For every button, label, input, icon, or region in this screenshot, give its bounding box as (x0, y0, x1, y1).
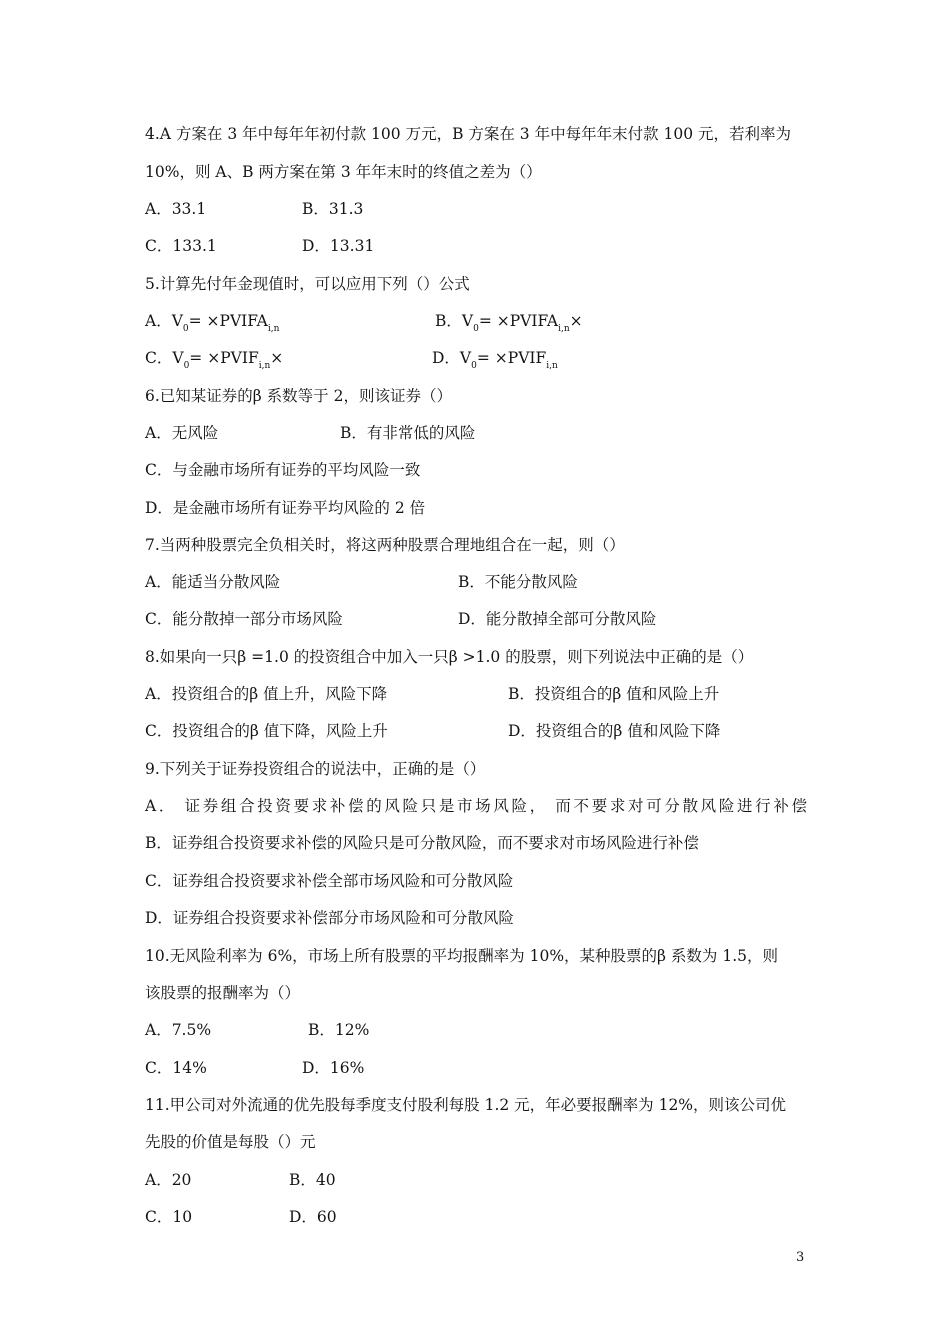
q11-option-b: B．40 (289, 1171, 336, 1189)
q6-option-c: C．与金融市场所有证券的平均风险一致 (145, 461, 421, 479)
q7-option-a: A．能适当分散风险 (145, 573, 281, 591)
q9-option-d: D．证券组合投资要求补偿部分市场风险和可分散风险 (145, 909, 514, 927)
q6-option-a: A．无风险 (145, 424, 219, 442)
q9-option-b: B．证券组合投资要求补偿的风险只是可分散风险，而不要求对市场风险进行补偿 (145, 834, 699, 852)
q4-option-b: B．31.3 (302, 200, 364, 218)
q10-option-d: D．16% (302, 1059, 365, 1077)
q6-stem: 6.已知某证券的β 系数等于 2，则该证券（） (145, 387, 452, 405)
q8-option-c: C．投资组合的β 值下降，风险上升 (145, 722, 388, 740)
q10-option-b: B．12% (308, 1021, 370, 1039)
q11-stem-line2: 先股的价值是每股（）元 (145, 1133, 316, 1151)
q11-stem-line1: 11.甲公司对外流通的优先股每季度支付股利每股 1.2 元，年必要报酬率为 12%，则该公司优 (145, 1096, 787, 1114)
q7-stem: 7.当两种股票完全负相关时，将这两种股票合理地组合在一起，则（） (145, 536, 625, 554)
q5-option-d: D．$V_0=$ $\times PVIF_{i,n}$ (432, 349, 558, 371)
q9-option-a: A． 证券组合投资要求补偿的风险只是市场风险， 而不要求对可分散风险进行补偿 (145, 797, 807, 815)
q4-stem-line2: 10%，则 A、B 两方案在第 3 年年末时的终值之差为（） (145, 163, 542, 181)
q11-option-a: A．20 (145, 1171, 192, 1189)
q8-option-a: A．投资组合的β 值上升，风险下降 (145, 685, 388, 703)
q5-option-b: B．$V_0=$ $\times PVIFA_{i,n}\times$ (435, 312, 583, 334)
q5-option-c: C．$V_0=$ $\times PVIF_{i,n}\times$ (145, 349, 284, 371)
q4-option-d: D．13.31 (302, 237, 375, 255)
q9-stem: 9.下列关于证券投资组合的说法中，正确的是（） (145, 760, 486, 778)
q5-stem: 5.计算先付年金现值时，可以应用下列（）公式 (145, 275, 470, 293)
q8-option-d: D．投资组合的β 值和风险下降 (508, 722, 721, 740)
q8-option-b: B．投资组合的β 值和风险上升 (508, 685, 720, 703)
q5-option-a: A．$V_0=$ $\times PVIFA_{i,n}$ (145, 312, 280, 334)
q6-option-b: B．有非常低的风险 (340, 424, 476, 442)
q11-option-d: D．60 (289, 1208, 337, 1226)
q4-stem-line1: 4.A 方案在 3 年中每年年初付款 100 万元，B 方案在 3 年中每年年末付款 100 元，若利率为 (145, 125, 792, 143)
q10-option-a: A．7.5% (145, 1021, 212, 1039)
q10-stem-line2: 该股票的报酬率为（） (145, 984, 301, 1002)
q6-option-d: D．是金融市场所有证券平均风险的 2 倍 (145, 499, 426, 517)
q10-option-c: C．14% (145, 1059, 207, 1077)
page-number: 3 (796, 1250, 805, 1265)
q7-option-d: D．能分散掉全部可分散风险 (458, 610, 657, 628)
q10-stem-line1: 10.无风险利率为 6%，市场上所有股票的平均报酬率为 10%，某种股票的β 系数为 1.5，则 (145, 947, 779, 965)
q4-option-a: A．33.1 (145, 200, 207, 218)
q4-option-c: C．133.1 (145, 237, 217, 255)
q7-option-b: B．不能分散风险 (458, 573, 578, 591)
q8-stem: 8.如果向一只β =1.0 的投资组合中加入一只β >1.0 的股票，则下列说法中正确的是（） (145, 648, 754, 666)
q9-option-c: C．证券组合投资要求补偿全部市场风险和可分散风险 (145, 872, 514, 890)
q11-option-c: C．10 (145, 1208, 193, 1226)
q7-option-c: C．能分散掉一部分市场风险 (145, 610, 343, 628)
